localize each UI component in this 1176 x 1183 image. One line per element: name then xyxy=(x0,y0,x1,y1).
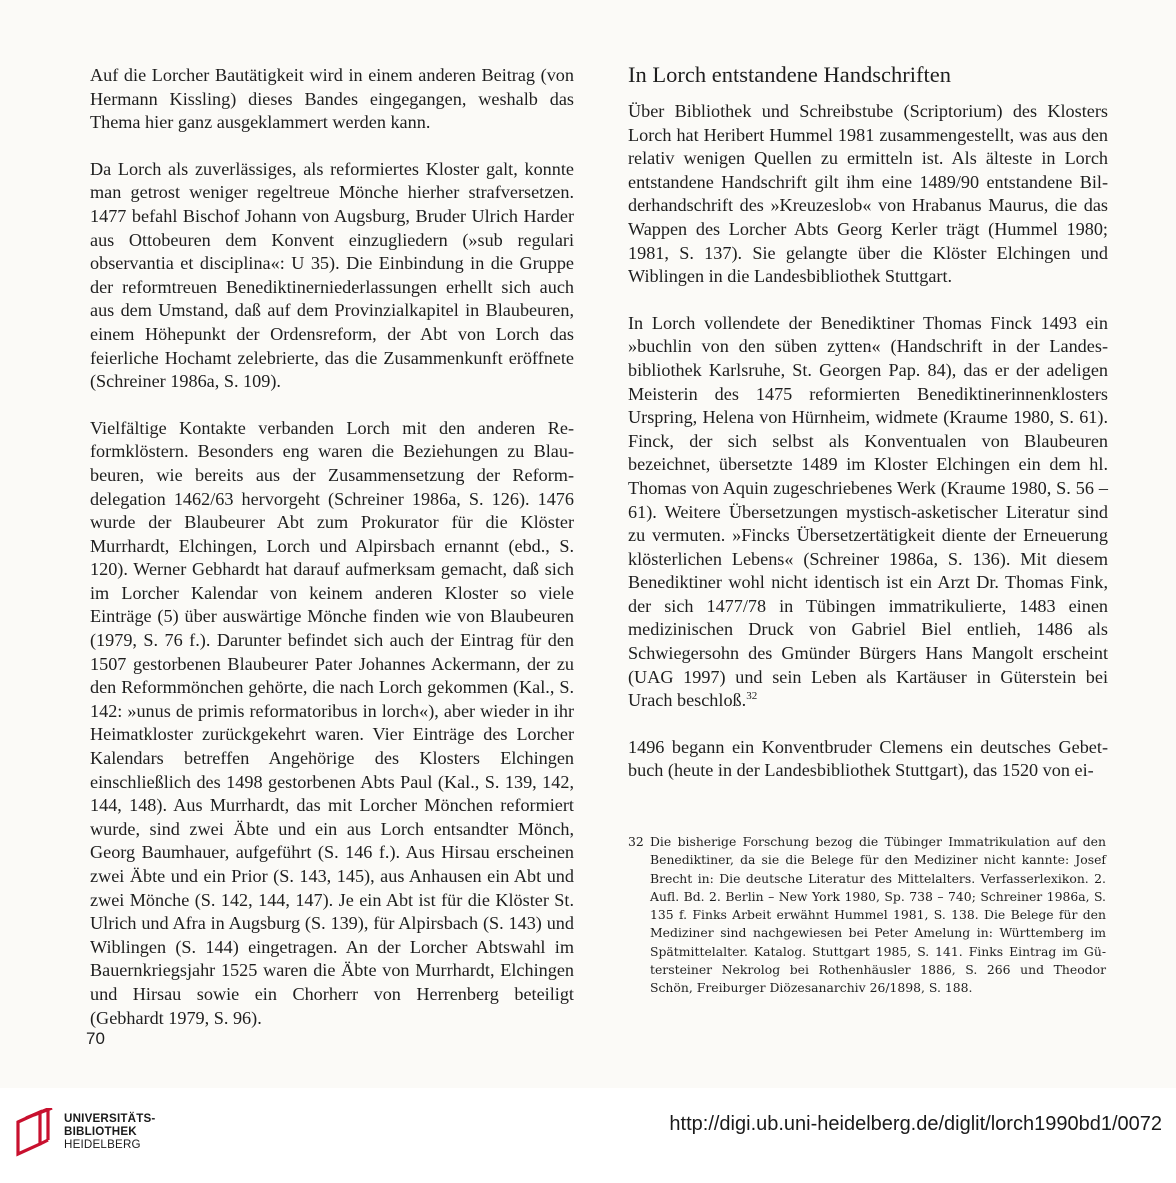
library-name-line-1: UNIVERSITÄTS- xyxy=(64,1112,156,1125)
footer-bar xyxy=(0,1088,1176,1183)
left-column xyxy=(90,64,574,1053)
right-column xyxy=(628,60,1108,806)
section-heading: In Lorch entstandene Handschriften xyxy=(628,62,951,87)
page-number: 70 xyxy=(86,1029,105,1048)
left-paragraph-2: Da Lorch als zuverlässiges, als reformiertes Kloster galt, konnte man getrost weniger regeltreue Mönche hierher strafversetzen. 1477 befahl Bischof Johann von Augsburg, Bruder Ulrich Harder aus Ottobeuren dem Konvent einzugliedern (»sub regulari observantia et disciplina«: U 35). Die Einbindung in die Gruppe der reformtreuen Benediktinerniederlassungen erhellt sich auch aus dem Umstand, daß auf dem Provinzialkapitel in Blaubeuren, einem Höhepunkt der Ordensreform, der Abt von Lorch das feierliche Hochamt zelebrierte, das die Zusammenkunft eröffnete (Schreiner 1986a, S. 109). xyxy=(90,158,574,392)
left-paragraph-3: Vielfältige Kontakte verbanden Lorch mit den anderen Reformklöstern. Besonders eng waren die Beziehungen zu Blaubeuren, wie bereits aus der Zusammensetzung der Reformdelegation 1462/63 hervorgeht (Schreiner 1986a, S. 126). 1476 wurde der Blaubeurer Abt zum Prokurator für die Klöster Murrhardt, Elchingen, Lorch und Alpirsbach ernannt (ebd., S. 120). Werner Gebhardt hat darauf aufmerksam gemacht, daß sich im Lorcher Kalendar von keinem anderen Kloster so viele Einträge (5) über auswärtige Mönche finden wie von Blaubeuren (1979, S. 76 f.). Darunter befindet sich auch der Eintrag für den 1507 gestorbenen Blaubeurer Pater Johannes Ackermann, der zu den Reformmönchen gehörte, die nach Lorch gekommen (Kal., S. 142: »unus de primis reformatoribus in lorch«), aber wieder in ihr Heimatkloster zurückgekehrt waren. Vier Einträge des Lorcher Kalendars betreffen Angehörige des Klosters Elchingen einschließlich des 1498 gestorbenen Abts Paul (Kal., S. 139, 142, 144, 148). Aus Murrhardt, das mit Lorcher Mönchen reformiert wurde, sind zwei Äbte und ein aus Lorch entsandter Mönch, Georg Baumhauer, aufgeführt (S. 146 f.). Aus Hirsau erscheinen zwei Äbte und ein Prior (S. 143, 145), aus Anhausen ein Abt und zwei Mönche (S. 142, 144, 147). Je ein Abt ist für die Klöster St. Ulrich und Afra in Augsburg (S. 139), für Alpirsbach (S. 143) und Wiblingen (S. 144) eingetragen. An der Lorcher Abtswahl im Bauernkriegsjahr 1525 waren die Äbte von Murrhardt, Elchingen und Hirsau sowie ein Chorherr von Herrenberg beteiligt (Gebhardt 1979, S. 96). xyxy=(90,417,574,1028)
footnote xyxy=(628,833,1106,998)
footnote-reference[interactable]: 32 xyxy=(746,690,758,703)
right-paragraph-1: Über Bibliothek und Schreibstube (Scriptorium) des Klosters Lorch hat Heribert Hummel 1981 zusammengestellt, was aus den relativ wenigen Quellen zu ermitteln ist. Als älteste in Lorch entstandene Handschrift gilt ihm eine 1489/90 entstandene Bilderhandschrift des »Kreuzeslob« von Hrabanus Maurus, die das Wappen des Lorcher Abts Georg Kerler trägt (Hummel 1980; 1981, S. 137). Sie gelangte über die Klöster Elchingen und Wiblingen in die Landesbibliothek Stuttgart. xyxy=(628,101,1108,287)
footnote-text: Die bisherige Forschung bezog die Tübinger Immatrikulation auf den Benediktiner, da sie die Belege für den Mediziner nicht kannte: Josef Brecht in: Die deutsche Literatur des Mittelalters. Verfasserlexikon. 2. Aufl. Bd. 2. Berlin – New York 1980, Sp. 738 – 740; Schreiner 1986a, S. 135 f. Finks Arbeit erwähnt Hummel 1981, S. 138. Die Belege für den Mediziner sind nachgewiesen bei Peter Amelung in: Württemberg im Spätmittelalter. Katalog. Stuttgart 1985, S. 141. Finks Eintrag im Gütersteiner Nekrolog bei Rothenhäusler 1886, S. 266 und Theodor Schön, Freiburger Diözesanarchiv 26/1898, S. 188. xyxy=(650,834,1106,996)
right-paragraph-2-text: In Lorch vollendete der Benediktiner Thomas Finck 1493 ein »buchlin von den süben zytten« (Handschrift in der Landesbibliothek Karlsruhe, St. Georgen Pap. 84), das er der adeligen Meisterin des 1475 reformierten Benediktinerinnenklosters Urspring, Helena von Hürnheim, widmete (Kraume 1980, S. 61). Finck, der sich selbst als Konventualen von Blaubeuren bezeichnet, übersetzte 1489 im Kloster Elchingen ein dem hl. Thomas von Aquin zugeschriebenes Werk (Kraume 1980, S. 56 – 61). Weitere Übersetzungen mystisch-asketischer Literatur sind zu vermuten. »Fincks Übersetzertätigkeit diente der Erneuerung klösterlichen Lebens« (Schreiner 1986a, S. 136). Mit diesem Benediktiner wohl nicht identisch ist ein Arzt Dr. Thomas Fink, der sich 1477/78 in Tübingen immatrikulierte, 1483 einen medizinischen Druck von Gabriel Biel entlieh, 1486 als Schwiegersohn des Gmünder Bürgers Hans Mangolt erscheint (UAG 1997) und sein Leben als Kartäuser in Güterstein bei Urach beschloß. xyxy=(628,312,1108,711)
left-paragraph-1: Auf die Lorcher Bautätigkeit wird in einem anderen Beitrag (von Hermann Kissling) dieses Bandes eingegangen, weshalb das Thema hier ganz ausgeklammert werden kann. xyxy=(90,65,574,133)
library-name-line-2: BIBLIOTHEK xyxy=(64,1125,137,1139)
library-logo-icon[interactable] xyxy=(12,1108,56,1158)
library-name xyxy=(64,1112,156,1152)
library-name-line-3: HEIDELBERG xyxy=(64,1138,141,1152)
source-url-link[interactable]: http://digi.ub.uni-heidelberg.de/diglit/lorch1990bd1/0072 xyxy=(669,1113,1162,1135)
footnote-number: 32 xyxy=(628,834,644,849)
right-paragraph-3: 1496 begann ein Konventbruder Clemens ein deutsches Gebetbuch (heute in der Landesbibliothek Stuttgart), das 1520 von ei- xyxy=(628,736,1108,781)
right-paragraph-2 xyxy=(628,312,1108,713)
